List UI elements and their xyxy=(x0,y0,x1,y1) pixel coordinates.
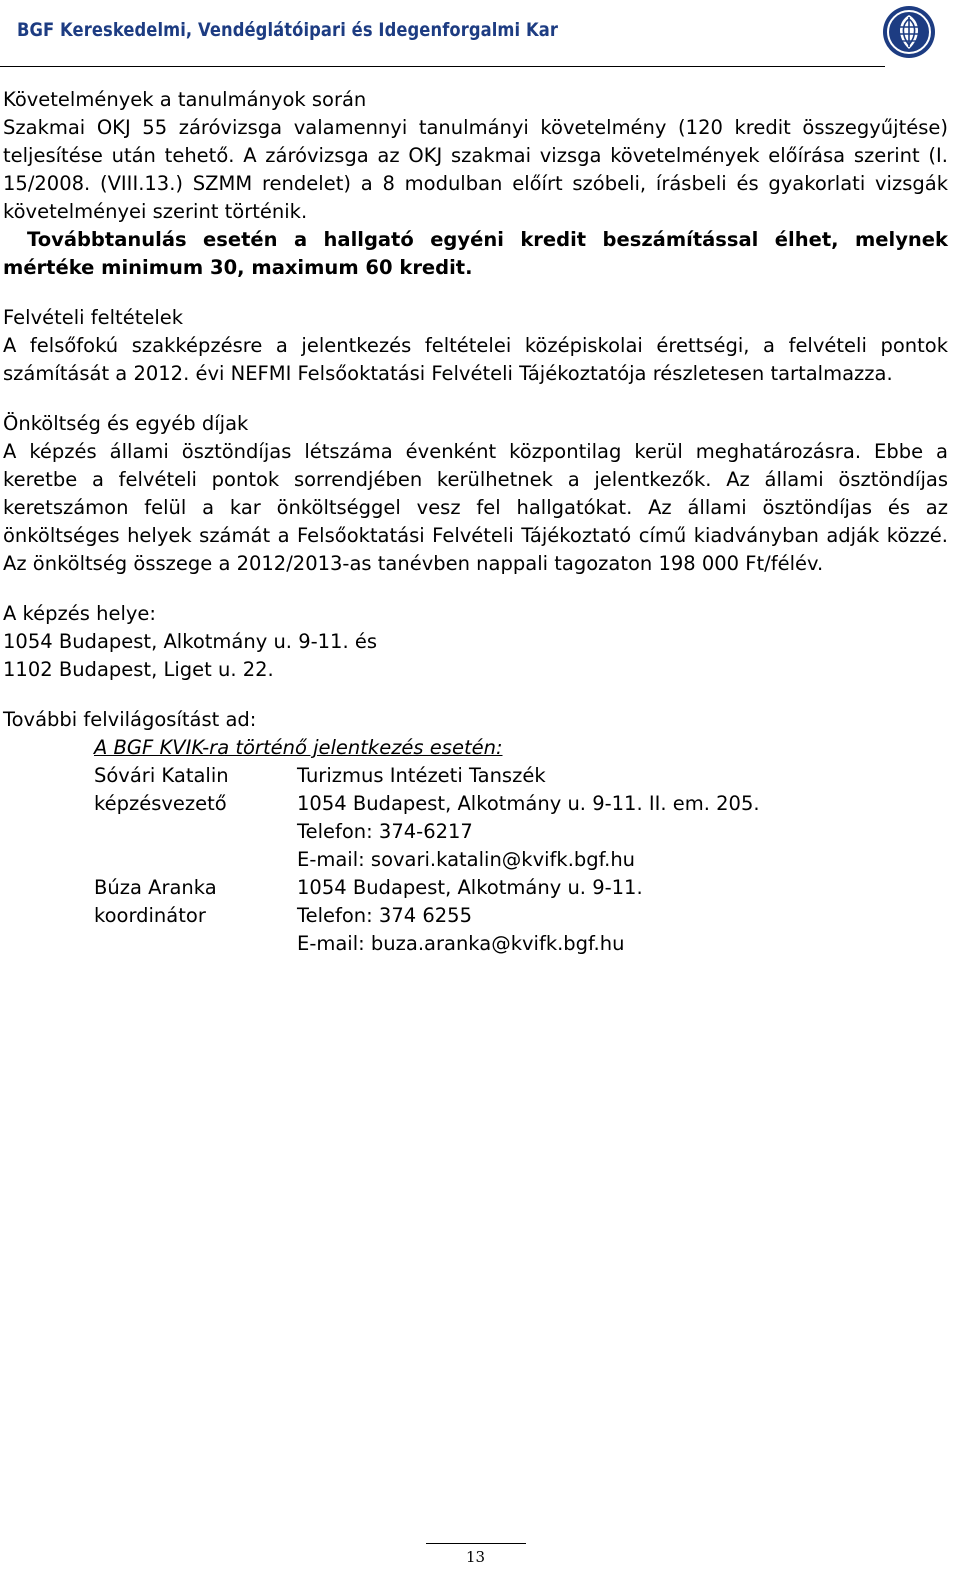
page-number: 13 xyxy=(466,1548,486,1566)
contact-name xyxy=(94,930,297,958)
contact-value: 1054 Budapest, Alkotmány u. 9-11. II. em. 205. xyxy=(297,792,760,815)
faculty-title: BGF Kereskedelmi, Vendéglátóipari és Idegenforgalmi Kar xyxy=(17,19,559,41)
location-address-2: 1102 Budapest, Liget u. 22. xyxy=(3,658,274,681)
contact-name: Sóvári Katalin xyxy=(94,764,229,787)
requirements-paragraph: Szakmai OKJ 55 záróvizsga valamennyi tanulmányi követelmény (120 kredit összegyűjtése) teljesítése után tehető. A záróvizsga az OKJ szakmai vizsga követelmények előírása szerint (I. 15/2008. (VIII.13.) SZMM rendelet) a 8 modulban előírt szóbeli, írásbeli és gyakorlati vizsgák követelményei szerint történik. xyxy=(3,116,948,223)
admission-paragraph: A felsőfokú szakképzésre a jelentkezés feltételei középiskolai érettségi, a felvételi pontok számítását a 2012. évi NEFMI Felsőoktatási Felvételi Tájékoztatója részletesen tartalmazza. xyxy=(3,334,948,385)
location-heading: A képzés helye: xyxy=(3,602,156,625)
location-address-1: 1054 Budapest, Alkotmány u. 9-11. és xyxy=(3,630,378,653)
footer-divider xyxy=(426,1543,526,1544)
header-divider xyxy=(0,66,885,67)
admission-heading: Felvételi feltételek xyxy=(3,306,184,329)
contact-email: E-mail: sovari.katalin@kvifk.bgf.hu xyxy=(297,848,636,871)
contact-value: 1054 Budapest, Alkotmány u. 9-11. xyxy=(297,876,643,899)
contact-name xyxy=(94,818,297,846)
contact-role: koordinátor xyxy=(94,904,206,927)
requirements-heading: Követelmények a tanulmányok során xyxy=(3,88,367,111)
page-header xyxy=(0,0,960,70)
contact-row xyxy=(3,930,948,958)
contact-row xyxy=(3,818,948,846)
contact-heading: További felvilágosítást ad: xyxy=(3,708,257,731)
document-body xyxy=(3,86,948,958)
contact-role: képzésvezető xyxy=(94,792,227,815)
contact-row xyxy=(3,902,948,930)
contact-row xyxy=(3,762,948,790)
institution-logo-icon xyxy=(882,5,936,59)
contact-row xyxy=(3,874,948,902)
contact-email: E-mail: buza.aranka@kvifk.bgf.hu xyxy=(297,932,625,955)
fees-paragraph: A képzés állami ösztöndíjas létszáma évenként központilag kerül meghatározásra. Ebbe a keretbe a felvételi pontok sorrendjében kerülhetnek a jelentkezők. Az állami ösztöndíjas keretszámon felül a kar önköltséggel vesz fel hallgatókat. Az állami ösztöndíjas és az önköltséges helyek számát a Felsőoktatási Felvételi Tájékoztató című kiadványban adják közzé. Az önköltség összege a 2012/2013-as tanévben nappali tagozaton 198 000 Ft/félév. xyxy=(3,440,948,575)
contact-row xyxy=(3,846,948,874)
contact-phone: Telefon: 374-6217 xyxy=(297,820,473,843)
contact-subtitle: A BGF KVIK-ra történő jelentkezés esetén: xyxy=(94,736,503,759)
contact-value: Turizmus Intézeti Tanszék xyxy=(297,764,546,787)
credit-transfer-note: Továbbtanulás esetén a hallgató egyéni kredit beszámítással élhet, melynek mértéke minimum 30, maximum 60 kredit. xyxy=(3,228,948,279)
contact-name: Búza Aranka xyxy=(94,876,217,899)
contact-row xyxy=(3,790,948,818)
contact-phone: Telefon: 374 6255 xyxy=(297,904,472,927)
contact-name xyxy=(94,846,297,874)
fees-heading: Önköltség és egyéb díjak xyxy=(3,412,249,435)
